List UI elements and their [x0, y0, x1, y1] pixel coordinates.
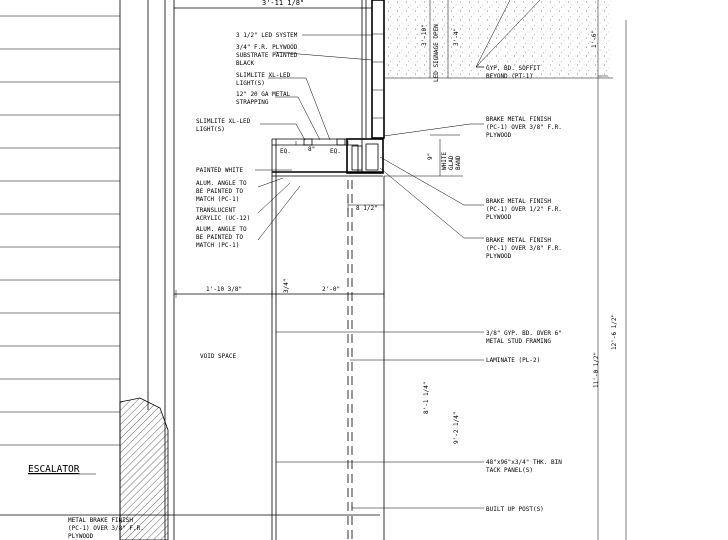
label-vert-3-10: 3'-10": [421, 24, 428, 46]
label-alum2-1: ALUM. ANGLE TO: [196, 226, 247, 233]
label-posts: BUILT UP POST(S): [486, 506, 544, 513]
label-dim-3-4: 3/4": [283, 278, 290, 293]
label-stud-2: METAL STUD FRAMING: [486, 338, 552, 345]
label-acrylic-2: ACRYLIC (UC-12): [196, 215, 251, 222]
label-eq-right: EQ.: [330, 148, 341, 155]
label-gyp-1: GYP. BD. SOFFIT: [486, 65, 541, 72]
label-vert-white-3: BAND: [455, 155, 462, 170]
label-vert-9: 9": [427, 152, 434, 160]
label-vert-white-2: GLAD: [448, 155, 455, 170]
label-painted-white: PAINTED WHITE: [196, 167, 243, 174]
label-plywood-3: BLACK: [236, 60, 255, 67]
label-brake2-3: PLYWOOD: [486, 214, 512, 221]
label-strap-1: 12" 20 GA METAL: [236, 91, 291, 98]
label-brake1-3: PLYWOOD: [486, 132, 512, 139]
label-dim-2-0: 2'-0": [322, 286, 341, 293]
label-slimlite-2: LIGHT(S): [236, 80, 265, 87]
label-dim-8: 8": [308, 146, 316, 153]
label-led-system: 3 1/2" LED SYSTEM: [236, 32, 298, 39]
top-dim: 3'-11 1/8": [262, 0, 305, 7]
label-vert-3-4: 3'-4": [453, 27, 460, 46]
label-eq-left: EQ.: [280, 148, 291, 155]
label-dim-1-10: 1'-10 3/8": [206, 286, 243, 293]
label-brake1-2: (PC-1) OVER 3/8" F.R.: [486, 124, 562, 131]
label-brake2-1: BRAKE METAL FINISH: [486, 198, 552, 205]
label-alum2-3: MATCH (PC-1): [196, 242, 240, 249]
escalator-steps: [0, 16, 120, 445]
label-laminate: LAMINATE (PL-2): [486, 357, 541, 364]
label-slimlite-b2: LIGHT(S): [196, 126, 225, 133]
label-vert-9-2: 9'-2 1/4": [453, 411, 460, 444]
label-plywood-1: 3/4" F.R. PLYWOOD: [236, 44, 298, 51]
label-dim-8-half: 8 1/2": [356, 205, 378, 212]
label-brake2-2: (PC-1) OVER 1/2" F.R.: [486, 206, 562, 213]
label-acrylic-1: TRANSLUCENT: [196, 207, 236, 214]
label-brake3-3: PLYWOOD: [486, 253, 512, 260]
label-metal-brake-1: METAL BRAKE FINISH: [68, 517, 134, 524]
label-stud-1: 3/8" GYP. BD. OVER 6": [486, 330, 562, 337]
label-tack-2: TACK PANEL(S): [486, 467, 533, 474]
label-vert-1-6: 1'-6": [591, 29, 598, 48]
label-vert-8-11: 8'-1 1/4": [423, 381, 430, 414]
label-plywood-2: SUBSTRATE PAINTED: [236, 52, 298, 59]
label-metal-brake-3: PLYWOOD: [68, 533, 94, 540]
label-alum1-3: MATCH (PC-1): [196, 196, 240, 203]
label-led-signage: LED SIGNAGE OPEN: [433, 24, 440, 82]
label-strap-2: STRAPPING: [236, 99, 269, 106]
label-brake1-1: BRAKE METAL FINISH: [486, 116, 552, 123]
label-brake3-2: (PC-1) OVER 3/8" F.R.: [486, 245, 562, 252]
label-alum1-1: ALUM. ANGLE TO: [196, 180, 247, 187]
label-metal-brake-2: (PC-1) OVER 3/8" F.R.: [68, 525, 144, 532]
label-vert-12-6: 12'-6 1/2": [611, 313, 618, 350]
label-brake3-1: BRAKE METAL FINISH: [486, 237, 552, 244]
label-alum1-2: BE PAINTED TO: [196, 188, 243, 195]
label-vert-11-0: 11'-0 1/2": [593, 351, 600, 388]
label-escalator: ESCALATOR: [28, 464, 80, 475]
label-void-space: VOID SPACE: [200, 353, 237, 360]
label-tack-1: 48"x96"x3/4" THK. BIN: [486, 459, 562, 466]
label-vert-white-1: WHITE: [441, 151, 448, 170]
label-slimlite-b1: SLIMLITE XL-LED: [196, 118, 251, 125]
label-slimlite-1: SLIMLITE XL-LED: [236, 72, 291, 79]
label-gyp-2: BEYOND (PT-1): [486, 73, 533, 80]
label-alum2-2: BE PAINTED TO: [196, 234, 243, 241]
